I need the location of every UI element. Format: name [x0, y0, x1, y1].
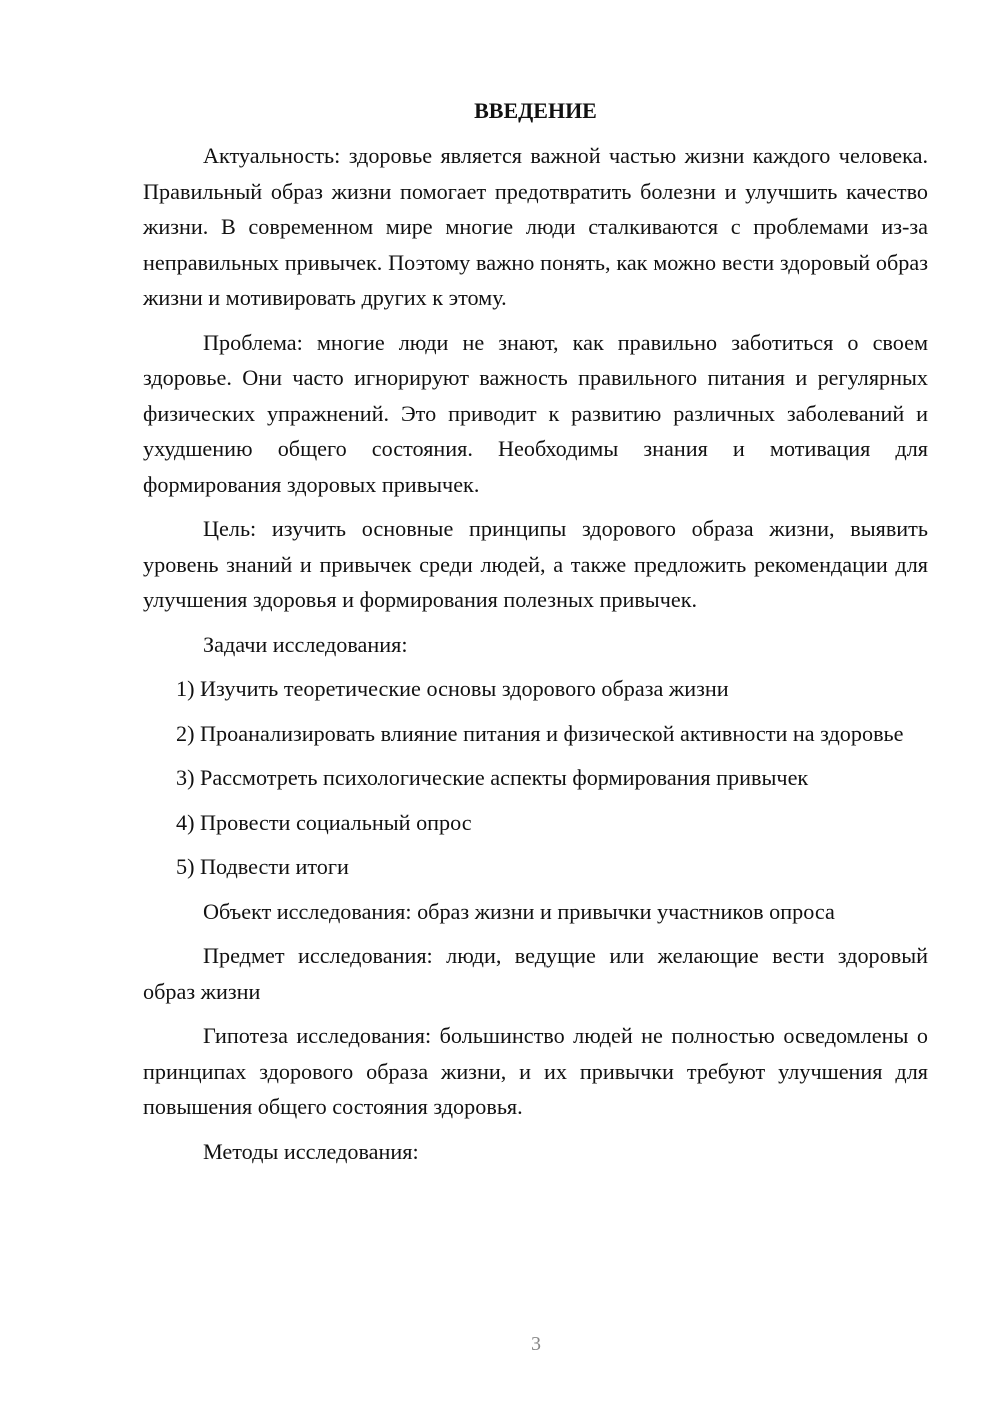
goal-paragraph: Цель: изучить основные принципы здорового образа жизни, выявить уровень знаний и привычек среди людей, а также предложить рекомендации для улучшения здоровья и формирования полезных привычек.	[143, 516, 928, 612]
task-item-4: 4) Провести социальный опрос	[176, 809, 472, 835]
hypothesis-paragraph: Гипотеза исследования: большинство людей не полностью осведомлены о принципах здорового образа жизни, и их привычки требуют улучшения для повышения общего состояния здоровья.	[143, 1023, 928, 1119]
task-item-5: 5) Подвести итоги	[176, 854, 349, 879]
tasks-heading: Задачи исследования:	[203, 631, 408, 657]
relevance-paragraph: Актуальность: здоровье является важной частью жизни каждого человека. Правильный образ жизни помогает предотвратить болезни и улучшить качество жизни. В современном мире многие люди сталкиваются с проблемами из-за неправильных привычек. Поэтому важно понять, как можно вести здоровый образ жизни и мотивировать других к этому.	[143, 143, 928, 310]
document-body	[143, 95, 928, 1178]
task-item-1: 1) Изучить теоретические основы здорового образа жизни	[176, 676, 729, 701]
page-number: 3	[531, 1333, 541, 1355]
problem-paragraph: Проблема: многие люди не знают, как правильно заботиться о своем здоровье. Они часто игнорируют важность правильного питания и регулярных физических упражнений. Это приводит к развитию различных заболеваний и ухудшению общего состояния. Необходимы знания и мотивация для формирования здоровых привычек.	[143, 329, 928, 497]
section-heading: ВВЕДЕНИЕ	[474, 98, 597, 123]
task-item-2: 2) Проанализировать влияние питания и физической активности на здоровье	[176, 720, 904, 746]
methods-heading: Методы исследования:	[203, 1138, 419, 1164]
object-paragraph: Объект исследования: образ жизни и привычки участников опроса	[203, 898, 835, 924]
subject-paragraph: Предмет исследования: люди, ведущие или желающие вести здоровый образ жизни	[143, 943, 928, 1004]
task-item-3: 3) Рассмотреть психологические аспекты формирования привычек	[176, 765, 809, 790]
